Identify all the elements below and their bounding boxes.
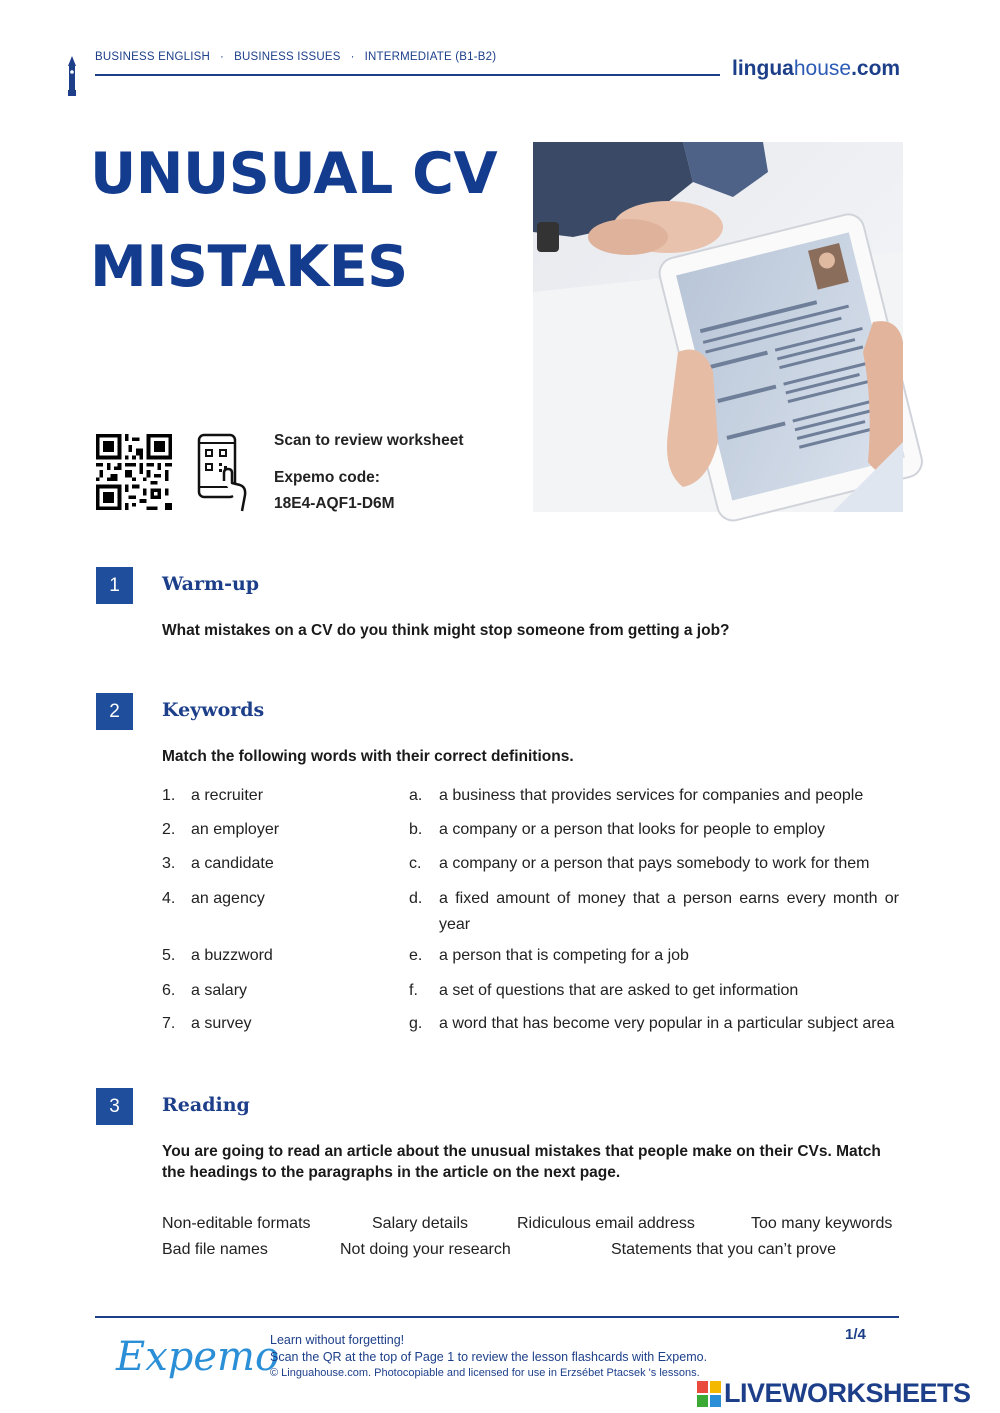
breadcrumb-course[interactable]: BUSINESS ENGLISH xyxy=(95,51,211,63)
brand-logo[interactable] xyxy=(732,57,900,81)
heading-option[interactable]: Ridiculous email address xyxy=(517,1215,695,1232)
brand-logo-part: .com xyxy=(851,57,901,80)
liveworksheets-logo-icon xyxy=(697,1381,721,1407)
definition-letter: e. xyxy=(409,947,423,964)
keywords-instruction: Match the following words with their correct definitions. xyxy=(162,748,574,765)
definition-letter: c. xyxy=(409,855,422,872)
section-number-badge: 1 xyxy=(96,567,133,604)
reading-instruction: You are going to read an article about the unusual mistakes that people make on their CVs. Match the headings to the paragraphs in the article on the next page. xyxy=(162,1143,881,1181)
section-title-warmup: Warm-up xyxy=(162,573,260,595)
header-divider xyxy=(95,74,720,76)
phone-scan-icon xyxy=(196,433,248,513)
section-title-keywords: Keywords xyxy=(162,699,265,721)
definition-item[interactable]: a company or a person that looks for people to employ xyxy=(439,821,825,838)
word-number: 4. xyxy=(162,890,176,907)
definition-item[interactable]: a set of questions that are asked to get information xyxy=(439,982,799,999)
definition-item[interactable]: a word that has become very popular in a particular subject area xyxy=(439,1015,895,1032)
definition-letter: d. xyxy=(409,890,423,907)
page-title xyxy=(90,128,510,314)
keyword-item[interactable]: a candidate xyxy=(191,855,274,872)
definition-letter: a. xyxy=(409,787,423,804)
keyword-item[interactable]: a salary xyxy=(191,982,248,999)
qr-code[interactable] xyxy=(96,434,172,510)
section-title-reading: Reading xyxy=(162,1094,250,1116)
page-title-line: MISTAKES xyxy=(90,234,408,300)
word-number: 6. xyxy=(162,982,176,999)
definition-letter: g. xyxy=(409,1015,423,1032)
brand-logo-part: house xyxy=(793,57,852,80)
scan-instruction: Scan to review worksheet xyxy=(274,432,464,449)
word-number: 5. xyxy=(162,947,176,964)
big-ben-icon xyxy=(66,56,78,96)
expemo-logo[interactable] xyxy=(114,1330,280,1392)
section-number-badge: 3 xyxy=(96,1088,133,1125)
breadcrumb-topic[interactable]: BUSINESS ISSUES xyxy=(234,51,341,63)
breadcrumb-separator: · xyxy=(350,51,355,63)
definition-item[interactable]: a person that is competing for a job xyxy=(439,947,689,964)
breadcrumb-level[interactable]: INTERMEDIATE (B1-B2) xyxy=(364,51,497,63)
heading-option[interactable]: Too many keywords xyxy=(751,1215,893,1232)
footer-copyright: © Linguahouse.com. Photocopiable and licensed for use in Erzsébet Ptacsek 's lessons. xyxy=(270,1367,700,1379)
keyword-item[interactable]: an agency xyxy=(191,890,265,907)
expemo-logo-text: Expemo xyxy=(116,1334,280,1380)
heading-option[interactable]: Salary details xyxy=(372,1215,469,1232)
tablet-cv-photo xyxy=(533,142,903,512)
breadcrumb xyxy=(95,51,496,63)
page-title-line: UNUSUAL CV xyxy=(90,141,498,207)
keyword-item[interactable]: an employer xyxy=(191,821,280,838)
footer-tagline: Learn without forgetting! xyxy=(270,1333,405,1347)
warmup-question: What mistakes on a CV do you think might stop someone from getting a job? xyxy=(162,622,730,639)
heading-option[interactable]: Bad file names xyxy=(162,1241,268,1258)
footer-divider xyxy=(95,1316,899,1318)
word-number: 3. xyxy=(162,855,176,872)
liveworksheets-watermark: LIVEWORKSHEETS xyxy=(724,1378,971,1408)
heading-option[interactable]: Statements that you can’t prove xyxy=(611,1241,837,1258)
breadcrumb-separator: · xyxy=(220,51,225,63)
definition-item[interactable]: a business that provides services for companies and people xyxy=(439,787,864,804)
heading-option[interactable]: Non-editable formats xyxy=(162,1215,311,1232)
brand-logo-part: lingua xyxy=(732,57,794,80)
keyword-item[interactable]: a survey xyxy=(191,1015,252,1032)
page-number: 1/4 xyxy=(845,1326,866,1343)
definition-letter: f. xyxy=(409,982,418,999)
footer-scan-note: Scan the QR at the top of Page 1 to review the lesson flashcards with Expemo. xyxy=(270,1350,708,1364)
definition-item[interactable]: a fixed amount of money that a person earns every month or year xyxy=(439,890,899,933)
definition-letter: b. xyxy=(409,821,423,838)
expemo-code-label: Expemo code: xyxy=(274,469,380,486)
keyword-item[interactable]: a recruiter xyxy=(191,787,264,804)
section-number-badge: 2 xyxy=(96,693,133,730)
word-number: 1. xyxy=(162,787,176,804)
expemo-code-value: 18E4-AQF1-D6M xyxy=(274,495,395,512)
definition-item[interactable]: a company or a person that pays somebody to work for them xyxy=(439,855,870,872)
heading-option[interactable]: Not doing your research xyxy=(340,1241,511,1258)
keyword-item[interactable]: a buzzword xyxy=(191,947,273,964)
word-number: 2. xyxy=(162,821,176,838)
word-number: 7. xyxy=(162,1015,176,1032)
